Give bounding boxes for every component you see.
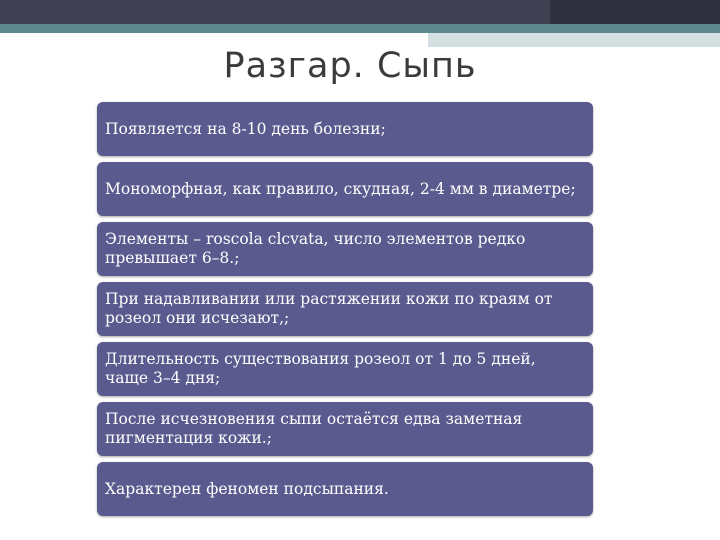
header-band-accent (550, 0, 720, 24)
bullet-list (97, 102, 593, 522)
list-item-text: При надавливании или растяжении кожи по краям от розеол они исчезают,; (105, 290, 553, 327)
list-item-text: Длительность существования розеол от 1 до 5 дней, чаще 3–4 дня; (105, 350, 536, 387)
list-item (97, 162, 593, 216)
header-stripe (0, 24, 720, 33)
slide-title: Разгар. Сыпь (223, 46, 477, 86)
list-item-text: После исчезновения сыпи остаётся едва заметная пигментация кожи.; (105, 410, 523, 447)
list-item-text: Характерен феномен подсыпания. (105, 479, 389, 498)
list-item-text: Мономорфная, как правило, скудная, 2-4 мм в диаметре; (105, 179, 576, 198)
list-item (97, 402, 593, 456)
list-item (97, 222, 593, 276)
header-notch (0, 33, 428, 47)
list-item (97, 102, 593, 156)
list-item (97, 462, 593, 516)
list-item-text: Элементы – roscola clcvata, число элементов редко превышает 6–8.; (105, 230, 526, 267)
list-item (97, 282, 593, 336)
list-item-text: Появляется на 8-10 день болезни; (105, 119, 386, 138)
header-light-band (428, 33, 720, 47)
list-item (97, 342, 593, 396)
